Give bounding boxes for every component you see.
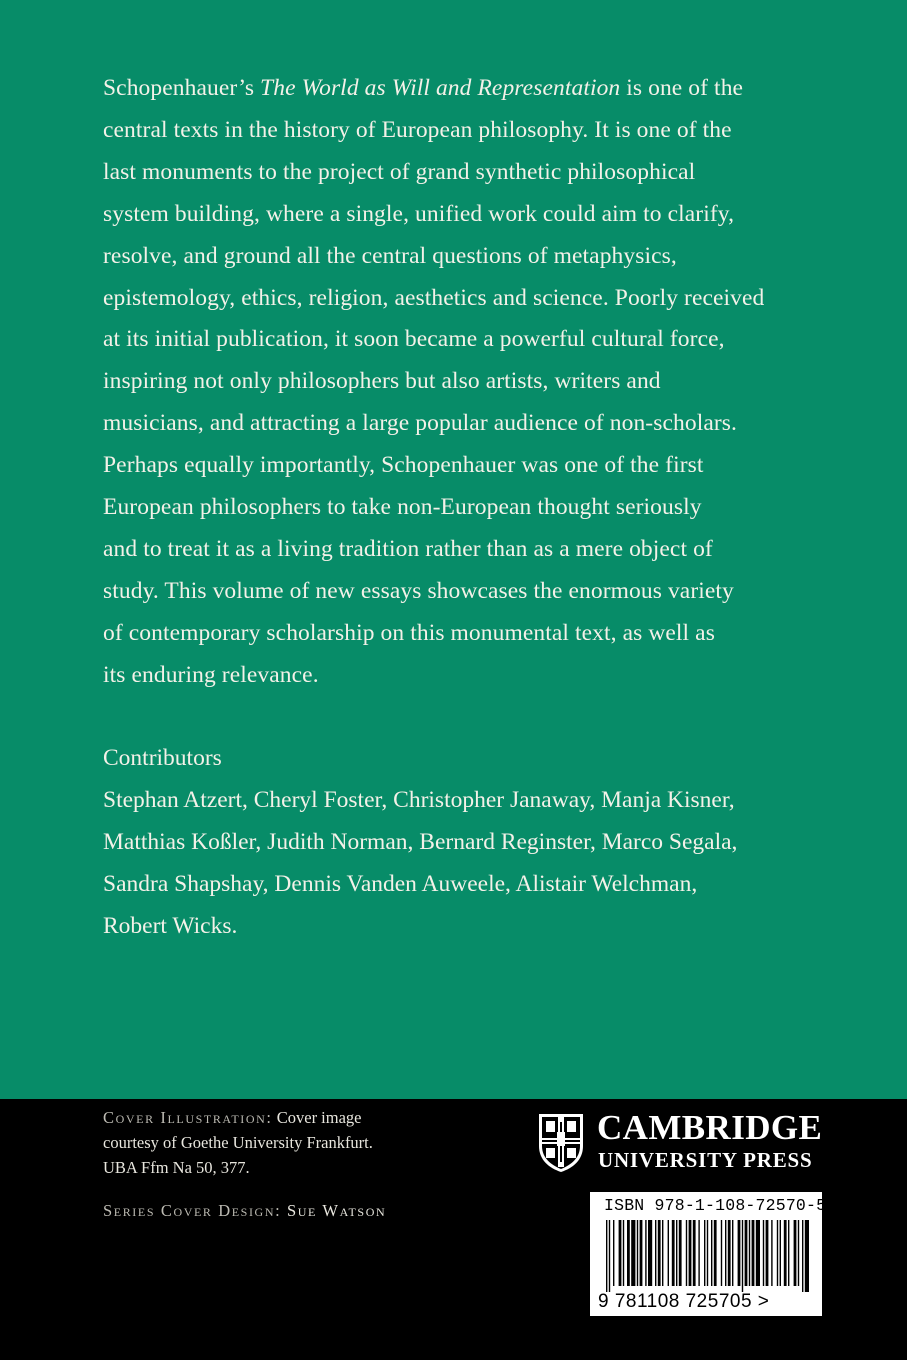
contributors-line: Matthias Koßler, Judith Norman, Bernard Reginster, Marco Segala,	[103, 828, 738, 855]
barcode-bar	[704, 1220, 705, 1286]
barcode-bar	[777, 1220, 778, 1286]
blurb-line-1	[103, 68, 823, 110]
barcode-bar	[766, 1220, 769, 1286]
publisher-subtitle: UNIVERSITY PRESS	[598, 1148, 813, 1172]
blurb-line: system building, where a single, unified work could aim to clarify,	[103, 200, 735, 227]
barcode-digits: 9 781108 725705 >	[598, 1291, 770, 1312]
barcode-bar	[655, 1220, 656, 1286]
barcode-bar	[711, 1220, 712, 1286]
barcode-bar	[798, 1220, 799, 1286]
blurb-line: central texts in the history of European philosophy. It is one of the	[103, 116, 732, 143]
blurb-paragraph	[103, 68, 823, 697]
isbn-number: ISBN 978-1-108-72570-5	[604, 1196, 827, 1215]
blurb-line: resolve, and ground all the central questions of metaphysics,	[103, 242, 677, 269]
blurb-line: study. This volume of new essays showcases the enormous variety	[103, 577, 734, 604]
barcode-bar	[619, 1220, 622, 1286]
barcode-bar	[689, 1220, 692, 1286]
blurb-line: its enduring relevance.	[103, 661, 319, 688]
publisher-logo	[537, 1108, 837, 1174]
barcode-bar	[640, 1220, 643, 1286]
cover-illustration-text: Cover image	[272, 1108, 362, 1127]
barcode-bar	[645, 1220, 646, 1286]
cover-illustration-text: UBA Ffm Na 50, 377.	[103, 1158, 250, 1177]
barcode-bar	[721, 1220, 722, 1286]
barcode-bar	[784, 1220, 787, 1286]
barcode-bar	[745, 1220, 748, 1286]
barcode-bar	[707, 1220, 708, 1286]
barcode-bar	[763, 1220, 764, 1286]
blurb-post-title: is one of the	[620, 75, 744, 101]
barcode-bar	[623, 1220, 624, 1286]
barcode-bar	[606, 1220, 607, 1292]
barcode-bar	[637, 1220, 638, 1286]
blurb-line: musicians, and attracting a large popular audience of non-scholars.	[103, 410, 738, 437]
barcode-bar	[627, 1220, 630, 1286]
barcode-bar	[676, 1220, 677, 1286]
contributors-section	[103, 738, 823, 948]
barcode-bar	[672, 1220, 675, 1286]
cover-credits	[103, 1105, 463, 1223]
barcode-bars	[600, 1220, 812, 1292]
blurb-pre-title: Schopenhauer’s	[103, 75, 261, 101]
barcode-bar	[794, 1220, 797, 1286]
barcode-bar	[742, 1220, 743, 1292]
contributors-line: Sandra Shapshay, Dennis Vanden Auweele, Alistair Welchman,	[103, 870, 698, 897]
blurb-line: European philosophers to take non-European thought seriously	[103, 494, 702, 521]
series-design-label: Series Cover Design:	[103, 1201, 282, 1220]
blurb-line: of contemporary scholarship on this monumental text, as well as	[103, 619, 715, 646]
barcode-bar	[752, 1220, 755, 1286]
barcode-bar	[613, 1220, 614, 1286]
cover-illustration-text: courtesy of Goethe University Frankfurt.	[103, 1133, 373, 1152]
blurb-line: inspiring not only philosophers but also artists, writers and	[103, 368, 661, 395]
blurb-line: Perhaps equally importantly, Schopenhauer was one of the first	[103, 452, 704, 479]
barcode-bar	[693, 1220, 696, 1286]
barcode-bar	[771, 1220, 772, 1286]
blurb-line: last monuments to the project of grand synthetic philosophical	[103, 158, 696, 185]
publisher-name: CAMBRIDGE	[597, 1108, 823, 1147]
barcode-bar	[749, 1220, 750, 1286]
barcode-bar	[698, 1220, 699, 1286]
barcode-bar	[648, 1220, 652, 1286]
blurb-line: at its initial publication, it soon became a powerful cultural force,	[103, 326, 725, 353]
cambridge-shield-icon	[537, 1112, 585, 1174]
barcode-bar	[732, 1220, 733, 1286]
barcode-bar	[780, 1220, 781, 1286]
barcode-bar	[714, 1220, 717, 1286]
barcode-bar	[609, 1220, 610, 1292]
book-title-italic: The World as Will and Representation	[260, 75, 621, 101]
barcode-bar	[805, 1220, 809, 1292]
barcode-bar	[668, 1220, 669, 1286]
cover-illustration-label: Cover Illustration:	[103, 1108, 273, 1127]
barcode-bar	[679, 1220, 682, 1286]
barcode-bar	[788, 1220, 789, 1286]
barcode-bar	[631, 1220, 635, 1286]
blurb-line: and to treat it as a living tradition rather than as a mere object of	[103, 535, 713, 562]
barcode-bar	[802, 1220, 803, 1292]
contributors-line: Stephan Atzert, Cheryl Foster, Christopher Janaway, Manja Kisner,	[103, 786, 735, 813]
barcode-bar	[662, 1220, 663, 1286]
series-design-credit	[103, 1198, 463, 1223]
barcode-bar	[686, 1220, 687, 1286]
isbn-barcode	[590, 1192, 827, 1316]
blurb-line: epistemology, ethics, religion, aesthetics and science. Poorly received	[103, 284, 765, 311]
barcode-bar	[658, 1220, 661, 1286]
barcode-bar	[756, 1220, 760, 1286]
contributors-line: Robert Wicks.	[103, 912, 238, 939]
barcode-bar	[738, 1220, 741, 1286]
barcode-bar	[725, 1220, 726, 1286]
cover-illustration-credit	[103, 1105, 463, 1180]
contributors-heading: Contributors	[103, 745, 222, 771]
barcode-bar	[728, 1220, 731, 1286]
series-designer-name: Sue Watson	[281, 1201, 387, 1220]
